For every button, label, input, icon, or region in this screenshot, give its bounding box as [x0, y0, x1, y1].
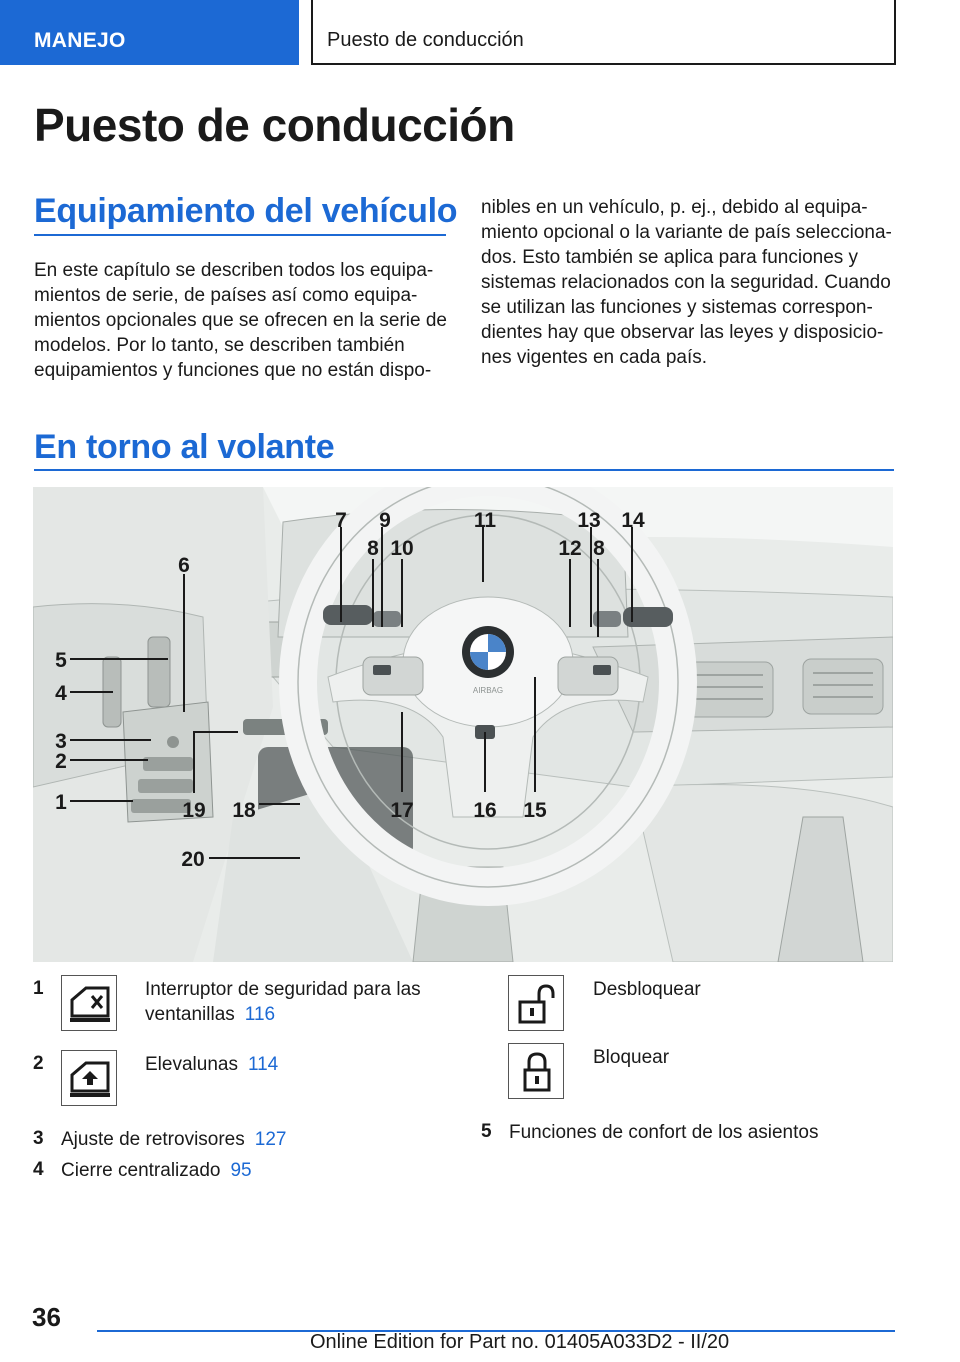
text-line: mientos opcionales que se ofrecen en la serie de [34, 310, 447, 331]
callout-7: 7 [335, 509, 347, 532]
cockpit-drawing [33, 487, 893, 962]
intro-column-left [34, 258, 454, 383]
legend-text-unlock: Desbloquear [593, 979, 701, 1000]
legend-text-line: Elevalunas [145, 1054, 238, 1075]
page-number: 36 [32, 1302, 61, 1332]
legend-text-1 [145, 977, 445, 1027]
callout-19: 19 [182, 799, 206, 822]
page-ref-link[interactable]: 95 [230, 1160, 252, 1181]
legend-text-line [145, 1002, 445, 1027]
callout-6: 6 [178, 554, 190, 577]
cockpit-illustration [33, 487, 893, 962]
legend-text-5: Funciones de confort de los asientos [509, 1122, 819, 1143]
section-rule [34, 469, 894, 471]
callout-17: 17 [390, 799, 414, 822]
legend-text-line: Interruptor de seguridad para las [145, 979, 421, 1000]
callout-18: 18 [232, 799, 256, 822]
legend-number-4: 4 [33, 1159, 44, 1180]
window-lock-icon [61, 975, 117, 1031]
text-line: nibles en un vehículo, p. ej., debido al equipa- [481, 197, 868, 218]
callout-9: 9 [379, 509, 391, 532]
page-ref-link[interactable]: 114 [247, 1054, 279, 1075]
legend-text-3 [61, 1127, 286, 1152]
text-line: En este capítulo se describen todos los equipa- [34, 260, 434, 281]
callout-8-left: 8 [367, 537, 379, 560]
text-line: dientes hay que observar las leyes y disposicio- [481, 322, 884, 343]
text-line: miento opcional o la variante de país selecciona- [481, 222, 892, 243]
callout-5: 5 [55, 649, 67, 672]
text-line: se utilizan las funciones y sistemas correspon- [481, 297, 873, 318]
callout-1: 1 [55, 791, 67, 814]
intro-column-right [481, 195, 901, 370]
airbag-label: AIRBAG [472, 686, 504, 695]
text-line: mientos de serie, de países así como equipa- [34, 285, 418, 306]
chapter-header [311, 0, 896, 65]
page-ref-link[interactable]: 116 [244, 1004, 276, 1025]
callout-4: 4 [55, 682, 67, 705]
callout-3: 3 [55, 730, 67, 753]
lock-icon [508, 1043, 564, 1099]
callout-15: 15 [523, 799, 547, 822]
callout-14: 14 [621, 509, 645, 532]
section-title-volante: En torno al volante [34, 428, 335, 466]
legend-text-line: Ajuste de retrovisores [61, 1129, 245, 1150]
legend-number-1: 1 [33, 978, 44, 999]
text-line: dos. Esto también se aplica para funciones y [481, 247, 859, 268]
legend-number-5: 5 [481, 1121, 492, 1142]
legend-text-line: Cierre centralizado [61, 1160, 221, 1181]
page-title: Puesto de conducción [34, 99, 515, 151]
legend-text-line-2: ventanillas [145, 1004, 235, 1025]
legend-number-3: 3 [33, 1128, 44, 1149]
callout-20: 20 [181, 848, 205, 871]
legend-text-2 [145, 1052, 278, 1077]
callout-2: 2 [55, 750, 67, 773]
text-line: nes vigentes en cada país. [481, 347, 708, 368]
text-line: modelos. Por lo tanto, se describen también [34, 335, 405, 356]
callout-10: 10 [390, 537, 414, 560]
section-title-equipamiento: Equipamiento del vehículo [34, 192, 458, 230]
callout-8-right: 8 [593, 537, 605, 560]
text-line: sistemas relacionados con la seguridad. Cuando [481, 272, 891, 293]
callout-11: 11 [473, 509, 497, 532]
callout-13: 13 [577, 509, 601, 532]
callout-16: 16 [473, 799, 497, 822]
chapter-header-label: Puesto de conducción [327, 29, 524, 51]
page-ref-link[interactable]: 127 [254, 1129, 287, 1150]
section-tab[interactable] [0, 0, 299, 65]
footer-edition: Online Edition for Part no. 01405A033D2 - II/20 [310, 1331, 730, 1353]
section-rule [34, 234, 446, 236]
unlock-icon [508, 975, 564, 1031]
legend-text-lock: Bloquear [593, 1047, 670, 1068]
legend-text-4 [61, 1158, 252, 1183]
legend-number-2: 2 [33, 1053, 44, 1074]
text-line: equipamientos y funciones que no están dispo- [34, 360, 432, 381]
callout-12: 12 [558, 537, 582, 560]
section-tab-label: MANEJO [34, 29, 126, 52]
window-lift-icon [61, 1050, 117, 1106]
